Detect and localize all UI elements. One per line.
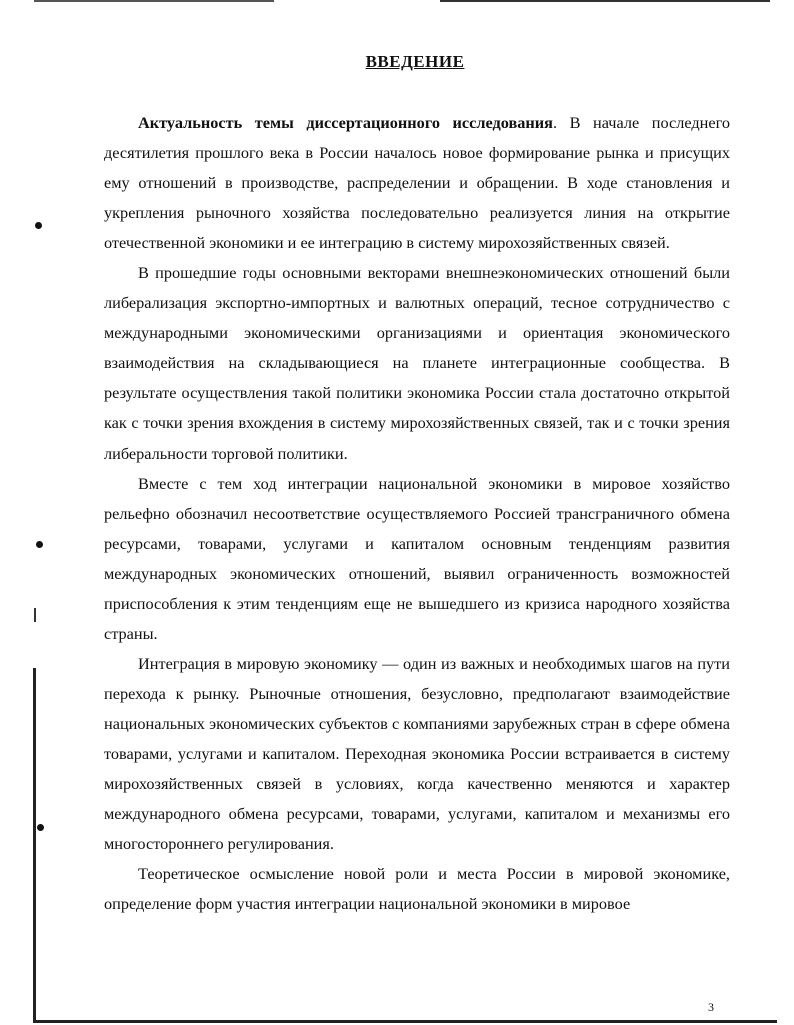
- punch-hole-mark: [36, 541, 43, 548]
- scan-edge-bottom: [33, 1020, 777, 1023]
- paragraph-1: [104, 108, 730, 258]
- document-body: [104, 108, 730, 919]
- section-heading: ВВЕДЕНИЕ: [365, 52, 465, 71]
- paragraph-3: Вместе с тем ход интеграции национальной экономики в мировое хозяйство рельефно обозначил несоответствие осуществляемого Россией трансграничного обмена ресурсами, товарами, услугами и капиталом основным тенденциям развития международных экономических отношений, выявил ограниченность возможностей приспособления к этим тенденциям еще не вышедшего из кризиса народного хозяйства страны.: [104, 473, 730, 643]
- paragraph-5: Теоретическое осмысление новой роли и места России в мировой экономике, определение форм участия интеграции национальной экономики в мировое: [104, 864, 730, 914]
- scan-edge-top-right: [440, 0, 770, 2]
- scan-edge-left: [33, 668, 36, 1020]
- paragraph-1-text: . В начале последнего десятилетия прошлого века в России началось новое формирование рынка и присущих ему отношений в производстве, распределении и обращении. В ходе становления и укрепления рыночного хозяйства последовательно реализуется линия на открытие отечественной экономики и ее интеграцию в систему мирохозяйственных связей.: [104, 113, 730, 253]
- scan-edge-top-left: [34, 0, 274, 2]
- scan-mark: [34, 608, 36, 622]
- punch-hole-mark: [37, 824, 44, 831]
- paragraph-2: В прошедшие годы основными векторами внешнеэкономических отношений были либерализация экспортно-импортных и валютных операций, тесное сотрудничество с международными экономическими организациями и ориентация экономического взаимодействия на складывающиеся на планете интеграционные сообщества. В результате осуществления такой политики экономика России стала достаточно открытой как с точки зрения вхождения в систему мирохозяйственных связей, так и с точки зрения либеральности торговой политики.: [104, 263, 730, 463]
- paragraph-1-lead: Актуальность темы диссертационного исследования: [138, 113, 553, 132]
- punch-hole-mark: [35, 222, 42, 229]
- paragraph-4: Интеграция в мировую экономику — один из важных и необходимых шагов на пути перехода к рынку. Рыночные отношения, безусловно, предполагают взаимодействие национальных экономических субъектов с компаниями зарубежных стран в сфере обмена товарами, услугами и капиталом. Переходная экономика России встраивается в систему мирохозяйственных связей в условиях, когда качественно меняются и характер международного обмена ресурсами, товарами, услугами, капиталом и механизмы его многостороннего регулирования.: [104, 653, 730, 854]
- page-number: 3: [708, 1000, 714, 1014]
